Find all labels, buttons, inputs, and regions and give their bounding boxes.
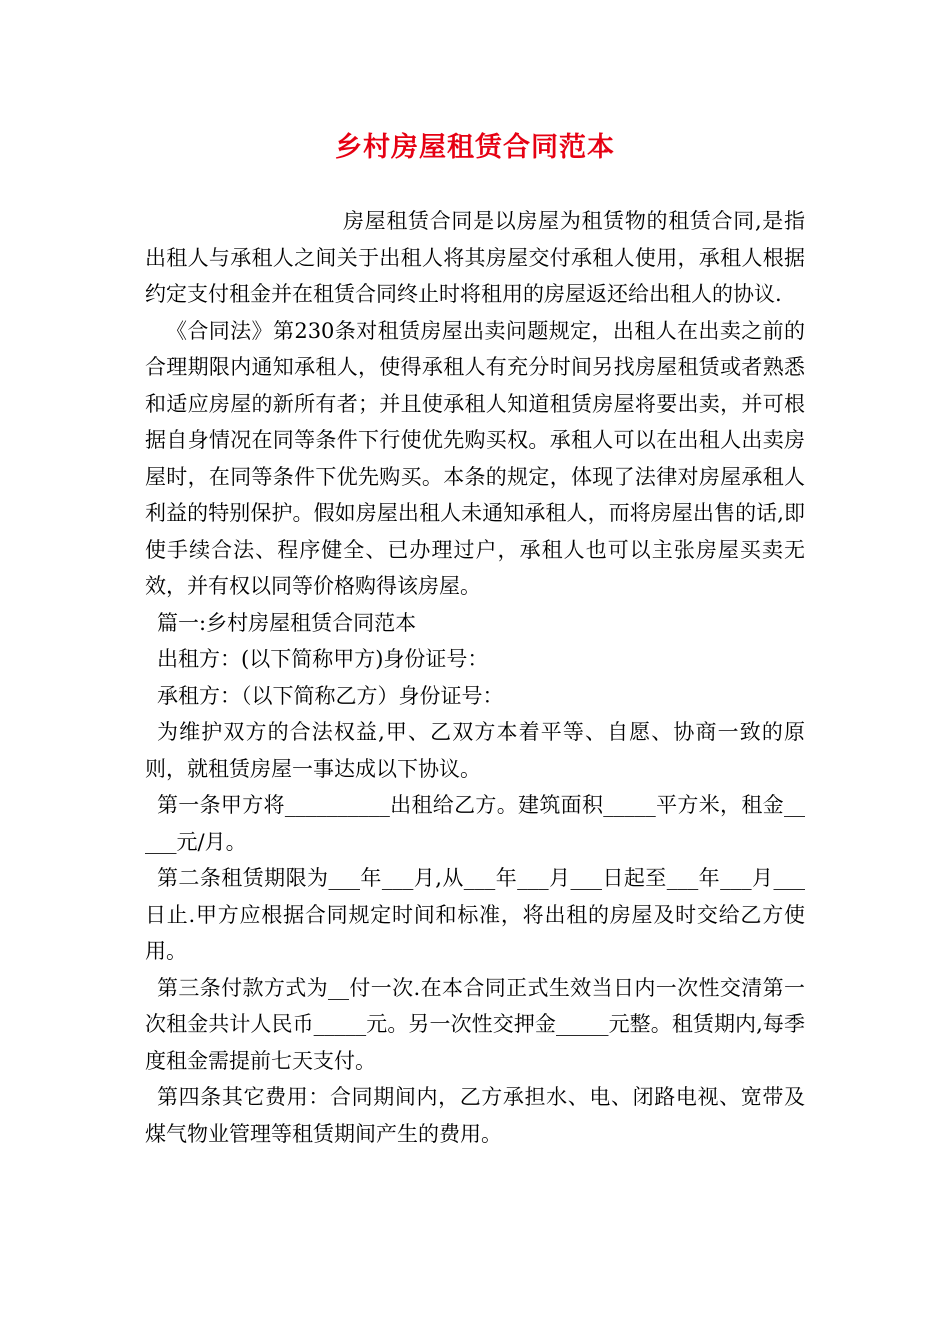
paragraph-lessor: 出租方：(以下简称甲方)身份证号：	[157, 647, 489, 671]
document-body	[145, 203, 805, 1152]
paragraph-article-1: 第一条甲方将__________出租给乙方。建筑面积_____平方米，租金_____元/月。	[145, 793, 805, 854]
paragraph-contract-law: 《合同法》第230条对租赁房屋出卖问题规定，出租人在出卖之前的合理期限内通知承租人，使得承租人有充分时间另找房屋租赁或者熟悉和适应房屋的新所有者；并且使承租人知道租赁房屋将要出卖，并可根据自身情况在同等条件下行使优先购买权。承租人可以在出租人出卖房屋时，在同等条件下优先购买。本条的规定，体现了法律对房屋承租人利益的特别保护。假如房屋出租人未通知承租人，而将房屋出售的话,即使手续合法、程序健全、已办理过户，承租人也可以主张房屋买卖无效，并有权以同等价格购得该房屋。	[145, 318, 805, 598]
paragraph-intro: 房屋租赁合同是以房屋为租赁物的租赁合同,是指出租人与承租人之间关于出租人将其房屋交付承租人使用，承租人根据约定支付租金并在租赁合同终止时将租用的房屋返还给出租人的协议.	[145, 209, 805, 306]
paragraph-lessee: 承租方：（以下简称乙方）身份证号：	[157, 683, 504, 708]
document-title: 乡村房屋租赁合同范本	[335, 132, 615, 163]
paragraph-article-3: 第三条付款方式为__付一次.在本合同正式生效当日内一次性交清第一次租金共计人民币_____元。另一次性交押金_____元整。租赁期内,每季度租金需提前七天支付。	[145, 975, 805, 1073]
paragraph-article-4: 第四条其它费用：合同期间内，乙方承担水、电、闭路电视、宽带及煤气物业管理等租赁期间产生的费用。	[145, 1085, 805, 1146]
paragraph-section-heading: 篇一:乡村房屋租赁合同范本	[157, 610, 417, 635]
paragraph-preamble: 为维护双方的合法权益,甲、乙双方本着平等、自愿、协商一致的原则，就租赁房屋一事达成以下协议。	[145, 720, 805, 781]
paragraph-article-2: 第二条租赁期限为___年___月,从___年___月___日起至___年___月___日止.甲方应根据合同规定时间和标准，将出租的房屋及时交给乙方使用。	[145, 866, 805, 963]
